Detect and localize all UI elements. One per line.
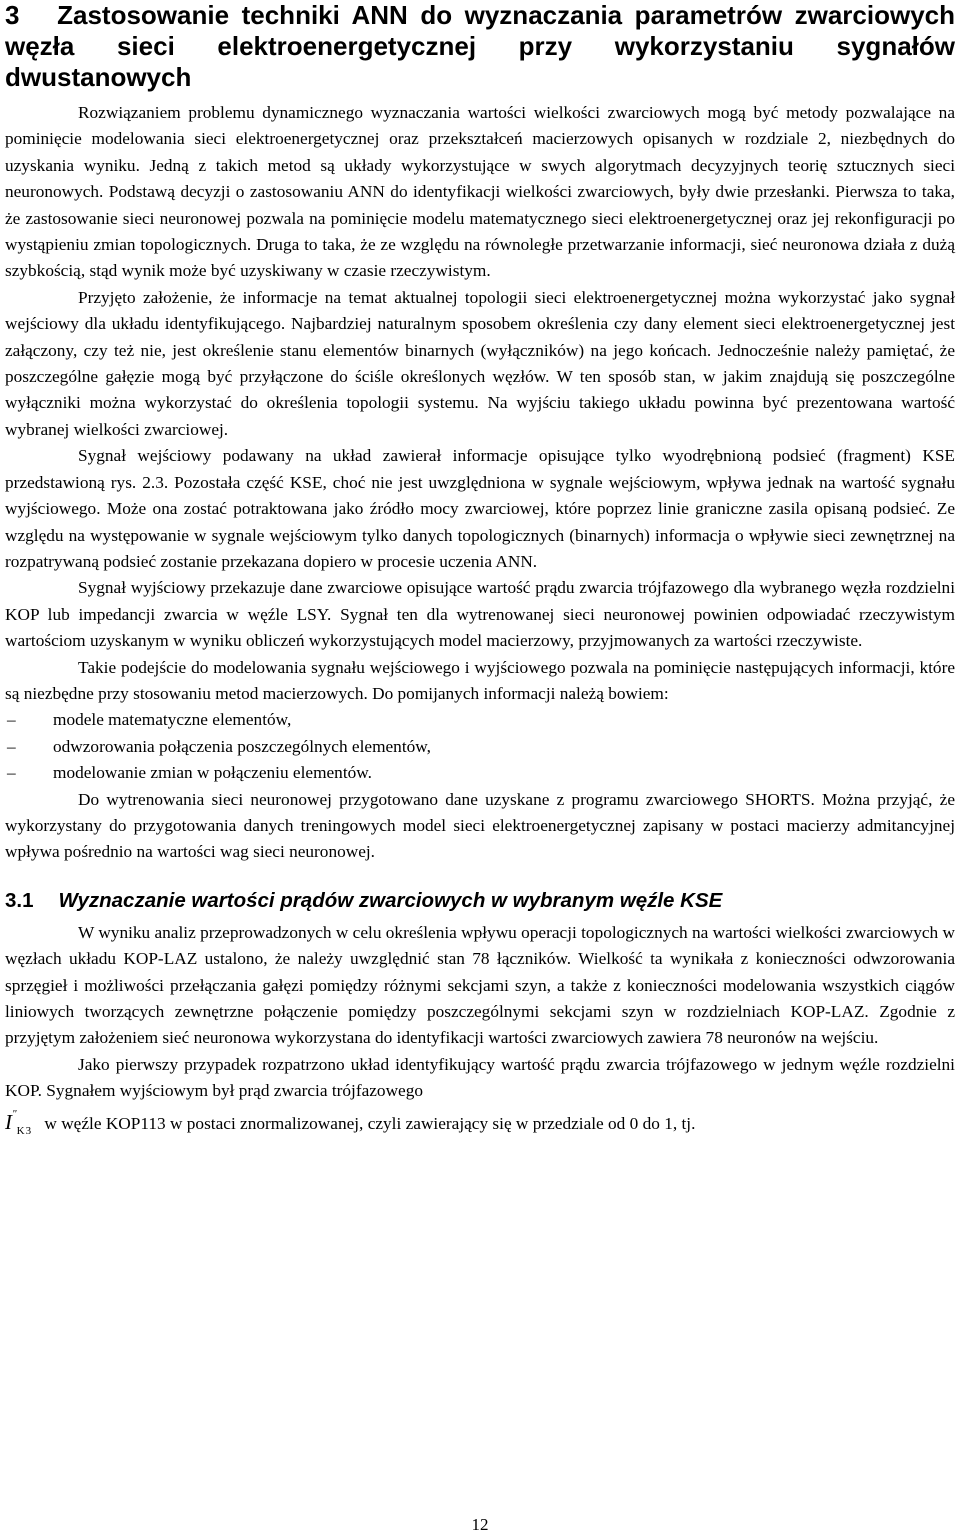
paragraph: Jako pierwszy przypadek rozpatrzono układ identyfikujący wartość prądu zwarcia trójfazowego w jednym węźle rozdzielni KOP. Sygnałem wyjściowym był prąd zwarcia trójfazowego <box>5 1054 955 1101</box>
list-item-text: modelowanie zmian w połączeniu elementów. <box>53 763 372 783</box>
paragraph: Rozwiązaniem problemu dynamicznego wyznaczania wartości wielkości zwarciowych mogą być metody pozwalające na pominięcie modelowania sieci elektroenergetycznej oraz przekształceń macierzowych opisanych w rozdziale 2, niezbędnych do uzyskania wyniku. Jedną z takich metod są układy wykorzystujące w swych algorytmach decyzyjnych teorię sztucznych sieci neuronowych. Podstawą decyzji o zastosowaniu ANN do identyfikacji wielkości zwarciowych, były dwie przesłanki. Pierwsza to taka, że zastosowanie sieci neuronowej pozwala na pominięcie modelu matematycznego sieci elektroenergetycznej oraz jej rekonfiguracji po wystąpieniu zmian topologicznych. Druga to taka, że ze względu na równoległe przetwarzanie informacji, sieć neuronowa działa z dużą szybkością, stąd wynik może być uzyskiwany w czasie rzeczywistym. <box>5 103 955 281</box>
bullet-list <box>5 707 955 786</box>
current-formula <box>5 1107 33 1137</box>
formula-subscript: K3 <box>16 1124 33 1137</box>
document-page <box>5 0 955 1144</box>
section-heading <box>5 888 955 914</box>
page-number: 12 <box>471 1515 489 1534</box>
formula-superscript: " <box>12 1107 17 1120</box>
list-item <box>5 707 955 733</box>
list-item <box>5 734 955 760</box>
list-item <box>5 760 955 786</box>
formula-line <box>5 1105 955 1145</box>
formula-symbol: I <box>5 1109 12 1134</box>
chapter-title: Zastosowanie techniki ANN do wyznaczania parametrów zwarciowych węzła sieci elektroenergetycznej przy wykorzystaniu sygnałów dwustanowych <box>5 0 956 92</box>
paragraph: W wyniku analiz przeprowadzonych w celu określenia wpływu operacji topologicznych na wartości wielkości zwarciowych w węzłach układu KOP-LAZ ustalono, że należy uwzględnić stan 78 łączników. Wielkość ta wynikała z konieczności odwzorowania sprzęgieł i możliwości przełączania gałęzi pomiędzy różnymi sekcjami szyn, a także z konieczności modelowania wszystkich ciągów liniowych tworzących zewnętrzne połączenie pomiędzy poszczególnymi sekcjami szyn w rozdzielniach KOP-LAZ. Zgodnie z przyjętym założeniem sieć neuronowa wykorzystana do identyfikacji wartości zwarciowych zawiera 78 neuronów na wejściu. <box>5 922 955 1048</box>
dash-bullet: – <box>7 710 16 730</box>
dash-bullet: – <box>7 736 16 756</box>
list-item-text: modele matematyczne elementów, <box>53 710 292 730</box>
paragraph: Sygnał wejściowy podawany na układ zawierał informacje opisujące tylko wyodrębnioną podsieć (fragment) KSE przedstawioną rys. 2.3. Pozostała część KSE, choć nie jest uwzględniona w sygnale wejściowym, wpływa jednak na wartość sygnału wyjściowego. Może ona zostać potraktowana jako źródło mocy zwarciowej, które poprzez linie graniczne zasila opisaną podsieć. Ze względu na występowanie w sygnale wejściowym tylko danych topologicznych (binarnych) informacja o wpływie sieci zewnętrznej na rozpatrywaną podsieć zostanie przekazana dopiero w procesie uczenia ANN. <box>5 446 955 571</box>
paragraph: Sygnał wyjściowy przekazuje dane zwarciowe opisujące wartość prądu zwarcia trójfazowego dla wybranego węzła rozdzielni KOP lub impedancji zwarcia w węźle LSY. Sygnał ten dla wytrenowanej sieci neuronowej powinien odpowiadać rzeczywistym wartościom uzyskanym w wyniku obliczeń wykorzystujących model macierzowy, przyjmowanych za wartości rzeczywiste. <box>5 578 955 651</box>
chapter-number: 3 <box>5 0 20 30</box>
section-title: Wyznaczanie wartości prądów zwarciowych w wybranym węźle KSE <box>58 888 723 912</box>
formula-line-text: w węźle KOP113 w postaci znormalizowanej, czyli zawierający się w przedziale od 0 do 1, tj. <box>44 1113 696 1133</box>
paragraph: Takie podejście do modelowania sygnału wejściowego i wyjściowego pozwala na pominięcie następujących informacji, które są niezbędne przy stosowaniu metod macierzowych. Do pomijanych informacji należą bowiem: <box>5 657 955 703</box>
chapter-heading <box>5 0 955 93</box>
paragraph: Przyjęto założenie, że informacje na temat aktualnej topologii sieci elektroenergetycznej można wykorzystać jako sygnał wejściowy dla układu identyfikującego. Najbardziej naturalnym sposobem określenia czy dany element sieci elektroenergetycznej jest załączony, czy też nie, jest określenie stanu elementów binarnych (wyłączników) na jego końcach. Jednocześnie należy pamiętać, że poszczególne gałęzie mogą być przyłączone do ściśle określonych węzłów. W ten sposób stan, w jakim znajdują się poszczególne wyłączniki można wykorzystać do określenia topologii systemu. Na wyjściu takiego układu powinna być prezentowana wartość wybranej wielkości zwarciowej. <box>5 287 955 439</box>
dash-bullet: – <box>7 763 16 783</box>
section-number: 3.1 <box>5 888 34 912</box>
paragraph: Do wytrenowania sieci neuronowej przygotowano dane uzyskane z programu zwarciowego SHORTS. Można przyjąć, że wykorzystany do przygotowania danych treningowych model sieci elektroenergetycznej zapisany w postaci macierzy admitancyjnej wpływa pośrednio na wartości wag sieci neuronowej. <box>5 789 955 862</box>
list-item-text: odwzorowania połączenia poszczególnych elementów, <box>53 736 431 756</box>
